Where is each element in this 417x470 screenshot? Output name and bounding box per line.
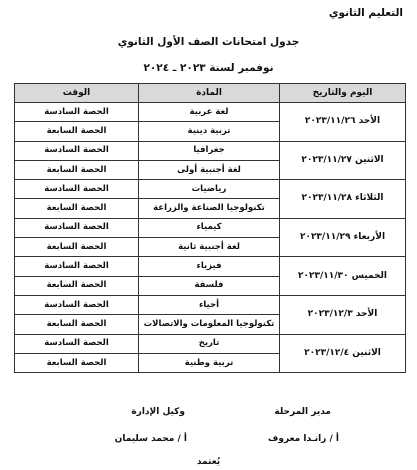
exam-schedule-table: [14, 83, 406, 373]
subject-cell: جغرافيا: [139, 141, 280, 160]
header-day-date: اليوم والتاريخ: [280, 84, 406, 103]
header-time: الوقت: [15, 84, 139, 103]
time-cell: الحصة السابعة: [15, 122, 139, 141]
header-subject: المادة: [139, 84, 280, 103]
table-header-row: [15, 84, 406, 103]
subject-cell: لغة أجنبية أولى: [139, 160, 280, 179]
day-date-cell: الخميس ٢٠٢٣/١١/٣٠: [280, 257, 406, 296]
admin-deputy-title: وكيل الإدارة: [131, 407, 185, 417]
subject-cell: تكنولوجيا المعلومات والاتصالات: [139, 315, 280, 334]
subject-cell: أحياء: [139, 295, 280, 314]
approval-label: يُعتمد: [196, 457, 221, 467]
subject-cell: كيمياء: [139, 218, 280, 237]
table-row: [15, 257, 406, 276]
time-cell: الحصة السابعة: [15, 315, 139, 334]
day-date-cell: الثلاثاء ٢٠٢٣/١١/٢٨: [280, 180, 406, 219]
admin-deputy-name: أ / محمد سليمان: [114, 434, 187, 444]
time-cell: الحصة السادسة: [15, 334, 139, 353]
table-row: [15, 295, 406, 314]
stage-director-title: مدير المرحلة: [274, 407, 331, 417]
subject-cell: فلسفة: [139, 276, 280, 295]
document-subtitle: نوفمبر لسنة ٢٠٢٣ ـ ٢٠٢٤: [143, 62, 274, 74]
time-cell: الحصة السادسة: [15, 141, 139, 160]
subject-cell: فيزياء: [139, 257, 280, 276]
subject-cell: تكنولوجيا الصناعة والزراعة: [139, 199, 280, 218]
table-row: [15, 334, 406, 353]
document-title: جدول امتحانات الصف الأول الثانوي: [117, 36, 300, 48]
day-date-cell: الاثنين ٢٠٢٣/١١/٢٧: [280, 141, 406, 180]
subject-cell: لغة عربية: [139, 103, 280, 122]
table-row: [15, 218, 406, 237]
time-cell: الحصة السابعة: [15, 276, 139, 295]
time-cell: الحصة السادسة: [15, 218, 139, 237]
time-cell: الحصة السابعة: [15, 199, 139, 218]
subject-cell: لغة أجنبية ثانية: [139, 238, 280, 257]
day-date-cell: الاثنين ٢٠٢٣/١٢/٤: [280, 334, 406, 373]
time-cell: الحصة السادسة: [15, 180, 139, 199]
time-cell: الحصة السابعة: [15, 238, 139, 257]
stage-director-name: أ / رانـدا معروف: [267, 434, 339, 444]
time-cell: الحصة السابعة: [15, 353, 139, 372]
time-cell: الحصة السابعة: [15, 160, 139, 179]
time-cell: الحصة السادسة: [15, 257, 139, 276]
table-row: [15, 141, 406, 160]
table-row: [15, 103, 406, 122]
subject-cell: تاريخ: [139, 334, 280, 353]
time-cell: الحصة السادسة: [15, 103, 139, 122]
day-date-cell: الأحد ٢٠٢٣/١٢/٣: [280, 295, 406, 334]
department-label: التعليم الثانوي: [328, 7, 403, 19]
subject-cell: تربية وطنية: [139, 353, 280, 372]
subject-cell: تربية دينية: [139, 122, 280, 141]
time-cell: الحصة السادسة: [15, 295, 139, 314]
day-date-cell: الأحد ٢٠٢٣/١١/٢٦: [280, 103, 406, 142]
day-date-cell: الأربعاء ٢٠٢٣/١١/٢٩: [280, 218, 406, 257]
table-row: [15, 180, 406, 199]
subject-cell: رياضيات: [139, 180, 280, 199]
